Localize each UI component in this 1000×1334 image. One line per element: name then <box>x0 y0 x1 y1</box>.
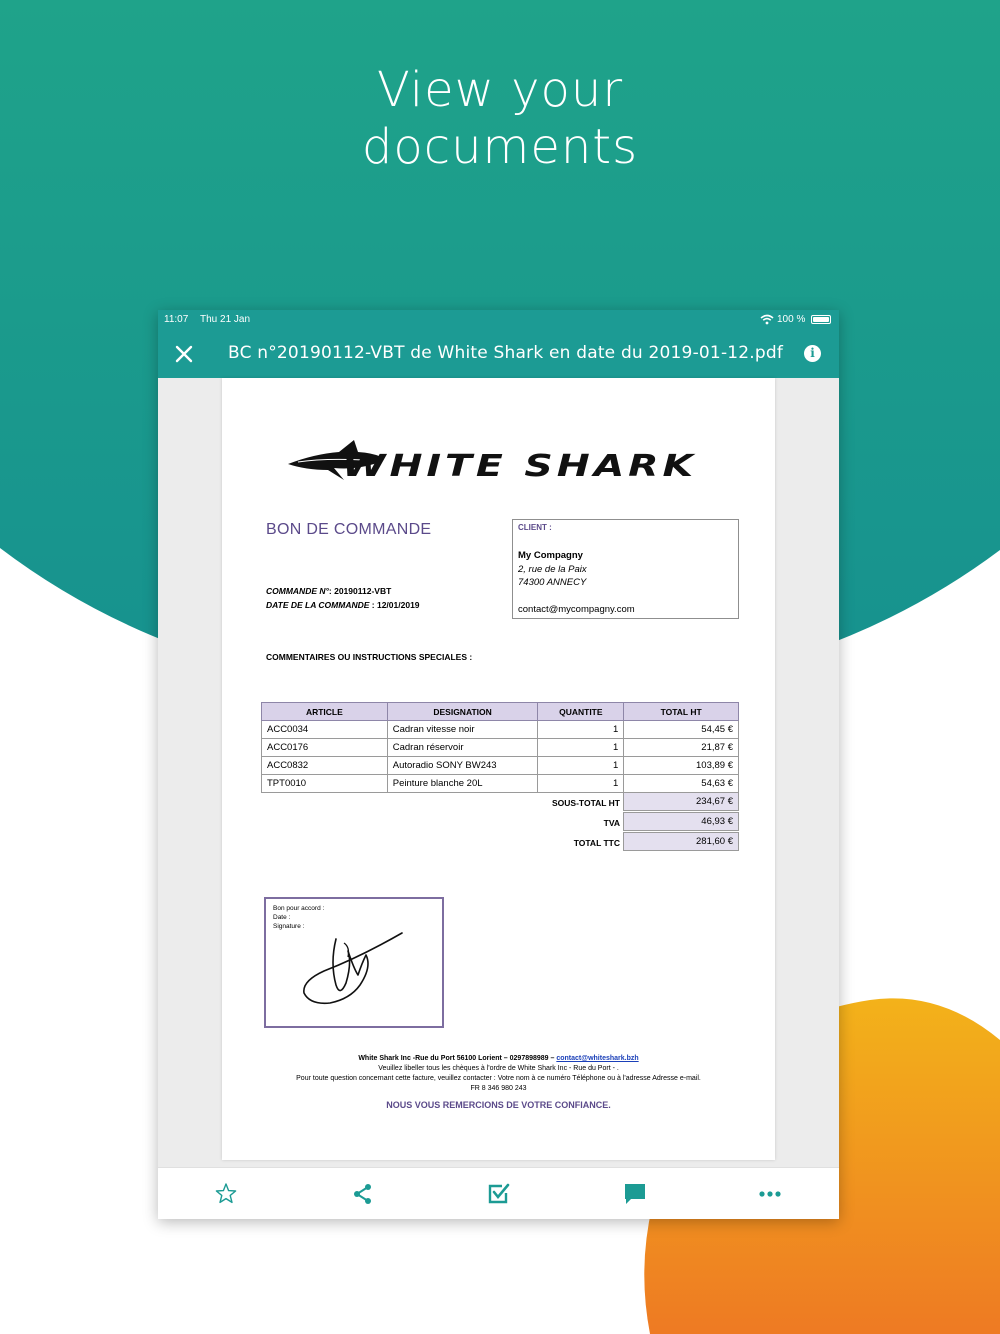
star-icon[interactable] <box>212 1180 240 1208</box>
status-bar <box>158 310 839 330</box>
total-ttc-label: TOTAL TTC <box>573 838 620 848</box>
table-header-row <box>262 703 739 721</box>
quantity-cell: 1 <box>538 775 624 793</box>
client-address-2: 74300 ANNECY <box>518 577 587 588</box>
comment-icon[interactable] <box>621 1180 649 1208</box>
article-cell: ACC0832 <box>262 757 388 775</box>
pdf-page[interactable] <box>222 378 775 1160</box>
subtotal-row <box>261 792 739 812</box>
white-shark-logo <box>284 434 709 486</box>
tva-label: TVA <box>603 818 620 828</box>
total-cell: 54,45 € <box>624 721 739 739</box>
total-ttc-value: 281,60 € <box>623 832 739 851</box>
footer-line-4: FR 8 346 980 243 <box>470 1085 527 1092</box>
designation-cell: Cadran vitesse noir <box>387 721 538 739</box>
battery-percent: 100 % <box>777 314 806 325</box>
bottom-toolbar <box>158 1167 839 1219</box>
footer-line-1 <box>222 1054 775 1064</box>
tablet-screen <box>158 310 839 1219</box>
order-number-label: COMMANDE N° <box>266 586 329 596</box>
table-row <box>262 757 739 775</box>
signature-line-3: Signature : <box>273 923 305 930</box>
tva-row <box>261 812 739 832</box>
wifi-icon <box>760 314 774 325</box>
footer-line-2: Veuillez libeller tous les chèques à l'ordre de White Shark Inc - Rue du Port - . <box>378 1065 619 1072</box>
status-date: Thu 21 Jan <box>200 314 251 325</box>
table-row <box>262 721 739 739</box>
table-row <box>262 739 739 757</box>
signature-line-2: Date : <box>273 914 291 921</box>
designation-cell: Cadran réservoir <box>387 739 538 757</box>
total-ttc-row <box>261 832 739 852</box>
order-number-value: : 20190112-VBT <box>328 586 392 596</box>
hero-title-line1: View your <box>376 62 624 118</box>
order-date-value: : 12/01/2019 <box>369 600 420 610</box>
order-number <box>266 586 391 596</box>
signature-line-1: Bon pour accord : <box>273 905 325 912</box>
hero-title-line2: documents <box>361 119 639 175</box>
total-cell: 103,89 € <box>624 757 739 775</box>
total-cell: 21,87 € <box>624 739 739 757</box>
document-titlebar <box>158 330 839 378</box>
quantity-cell: 1 <box>538 721 624 739</box>
close-icon[interactable] <box>172 342 196 366</box>
order-date <box>266 600 420 610</box>
handwritten-signature <box>290 923 410 1013</box>
subtotal-value: 234,67 € <box>623 792 739 811</box>
client-address-1: 2, rue de la Paix <box>518 564 587 575</box>
tva-value: 46,93 € <box>623 812 739 831</box>
info-icon[interactable]: i <box>804 345 821 362</box>
designation-cell: Peinture blanche 20L <box>387 775 538 793</box>
document-title: BC n°20190112-VBT de White Shark en date du 2019-01-12.pdf <box>228 343 784 363</box>
footer-company: White Shark Inc -Rue du Port 56100 Lorient – 0297898989 – <box>358 1055 557 1062</box>
client-email: contact@mycompagny.com <box>518 604 635 615</box>
more-icon[interactable] <box>756 1180 784 1208</box>
column-header: QUANTITE <box>538 703 624 721</box>
client-box <box>512 519 739 619</box>
total-cell: 54,63 € <box>624 775 739 793</box>
hero-title <box>0 62 1000 176</box>
thanks-message: NOUS VOUS REMERCIONS DE VOTRE CONFIANCE. <box>386 1100 611 1110</box>
battery-icon <box>811 315 831 324</box>
footer-line-3: Pour toute question concernant cette facture, veuillez contacter : Votre nom à ce numéro Téléphone ou à l'adresse Adresse e-mail. <box>296 1075 701 1082</box>
footer-email-link[interactable]: contact@whiteshark.bzh <box>556 1055 639 1062</box>
items-table <box>261 702 739 793</box>
column-header: ARTICLE <box>262 703 388 721</box>
signature-box <box>264 897 444 1028</box>
share-icon[interactable] <box>349 1180 377 1208</box>
article-cell: TPT0010 <box>262 775 388 793</box>
logo-text: WHITE SHARK <box>342 449 697 484</box>
quantity-cell: 1 <box>538 739 624 757</box>
column-header: DESIGNATION <box>387 703 538 721</box>
article-cell: ACC0176 <box>262 739 388 757</box>
comments-label: COMMENTAIRES OU INSTRUCTIONS SPECIALES : <box>266 652 473 662</box>
document-heading: BON DE COMMANDE <box>266 521 432 538</box>
checkbox-icon[interactable] <box>485 1180 513 1208</box>
quantity-cell: 1 <box>538 757 624 775</box>
client-name: My Compagny <box>518 550 583 561</box>
subtotal-label: SOUS-TOTAL HT <box>552 798 620 808</box>
column-header: TOTAL HT <box>624 703 739 721</box>
table-row <box>262 775 739 793</box>
designation-cell: Autoradio SONY BW243 <box>387 757 538 775</box>
article-cell: ACC0034 <box>262 721 388 739</box>
client-label: CLIENT : <box>518 523 552 532</box>
order-date-label: DATE DE LA COMMANDE <box>266 600 370 610</box>
status-time: 11:07 <box>164 314 189 325</box>
